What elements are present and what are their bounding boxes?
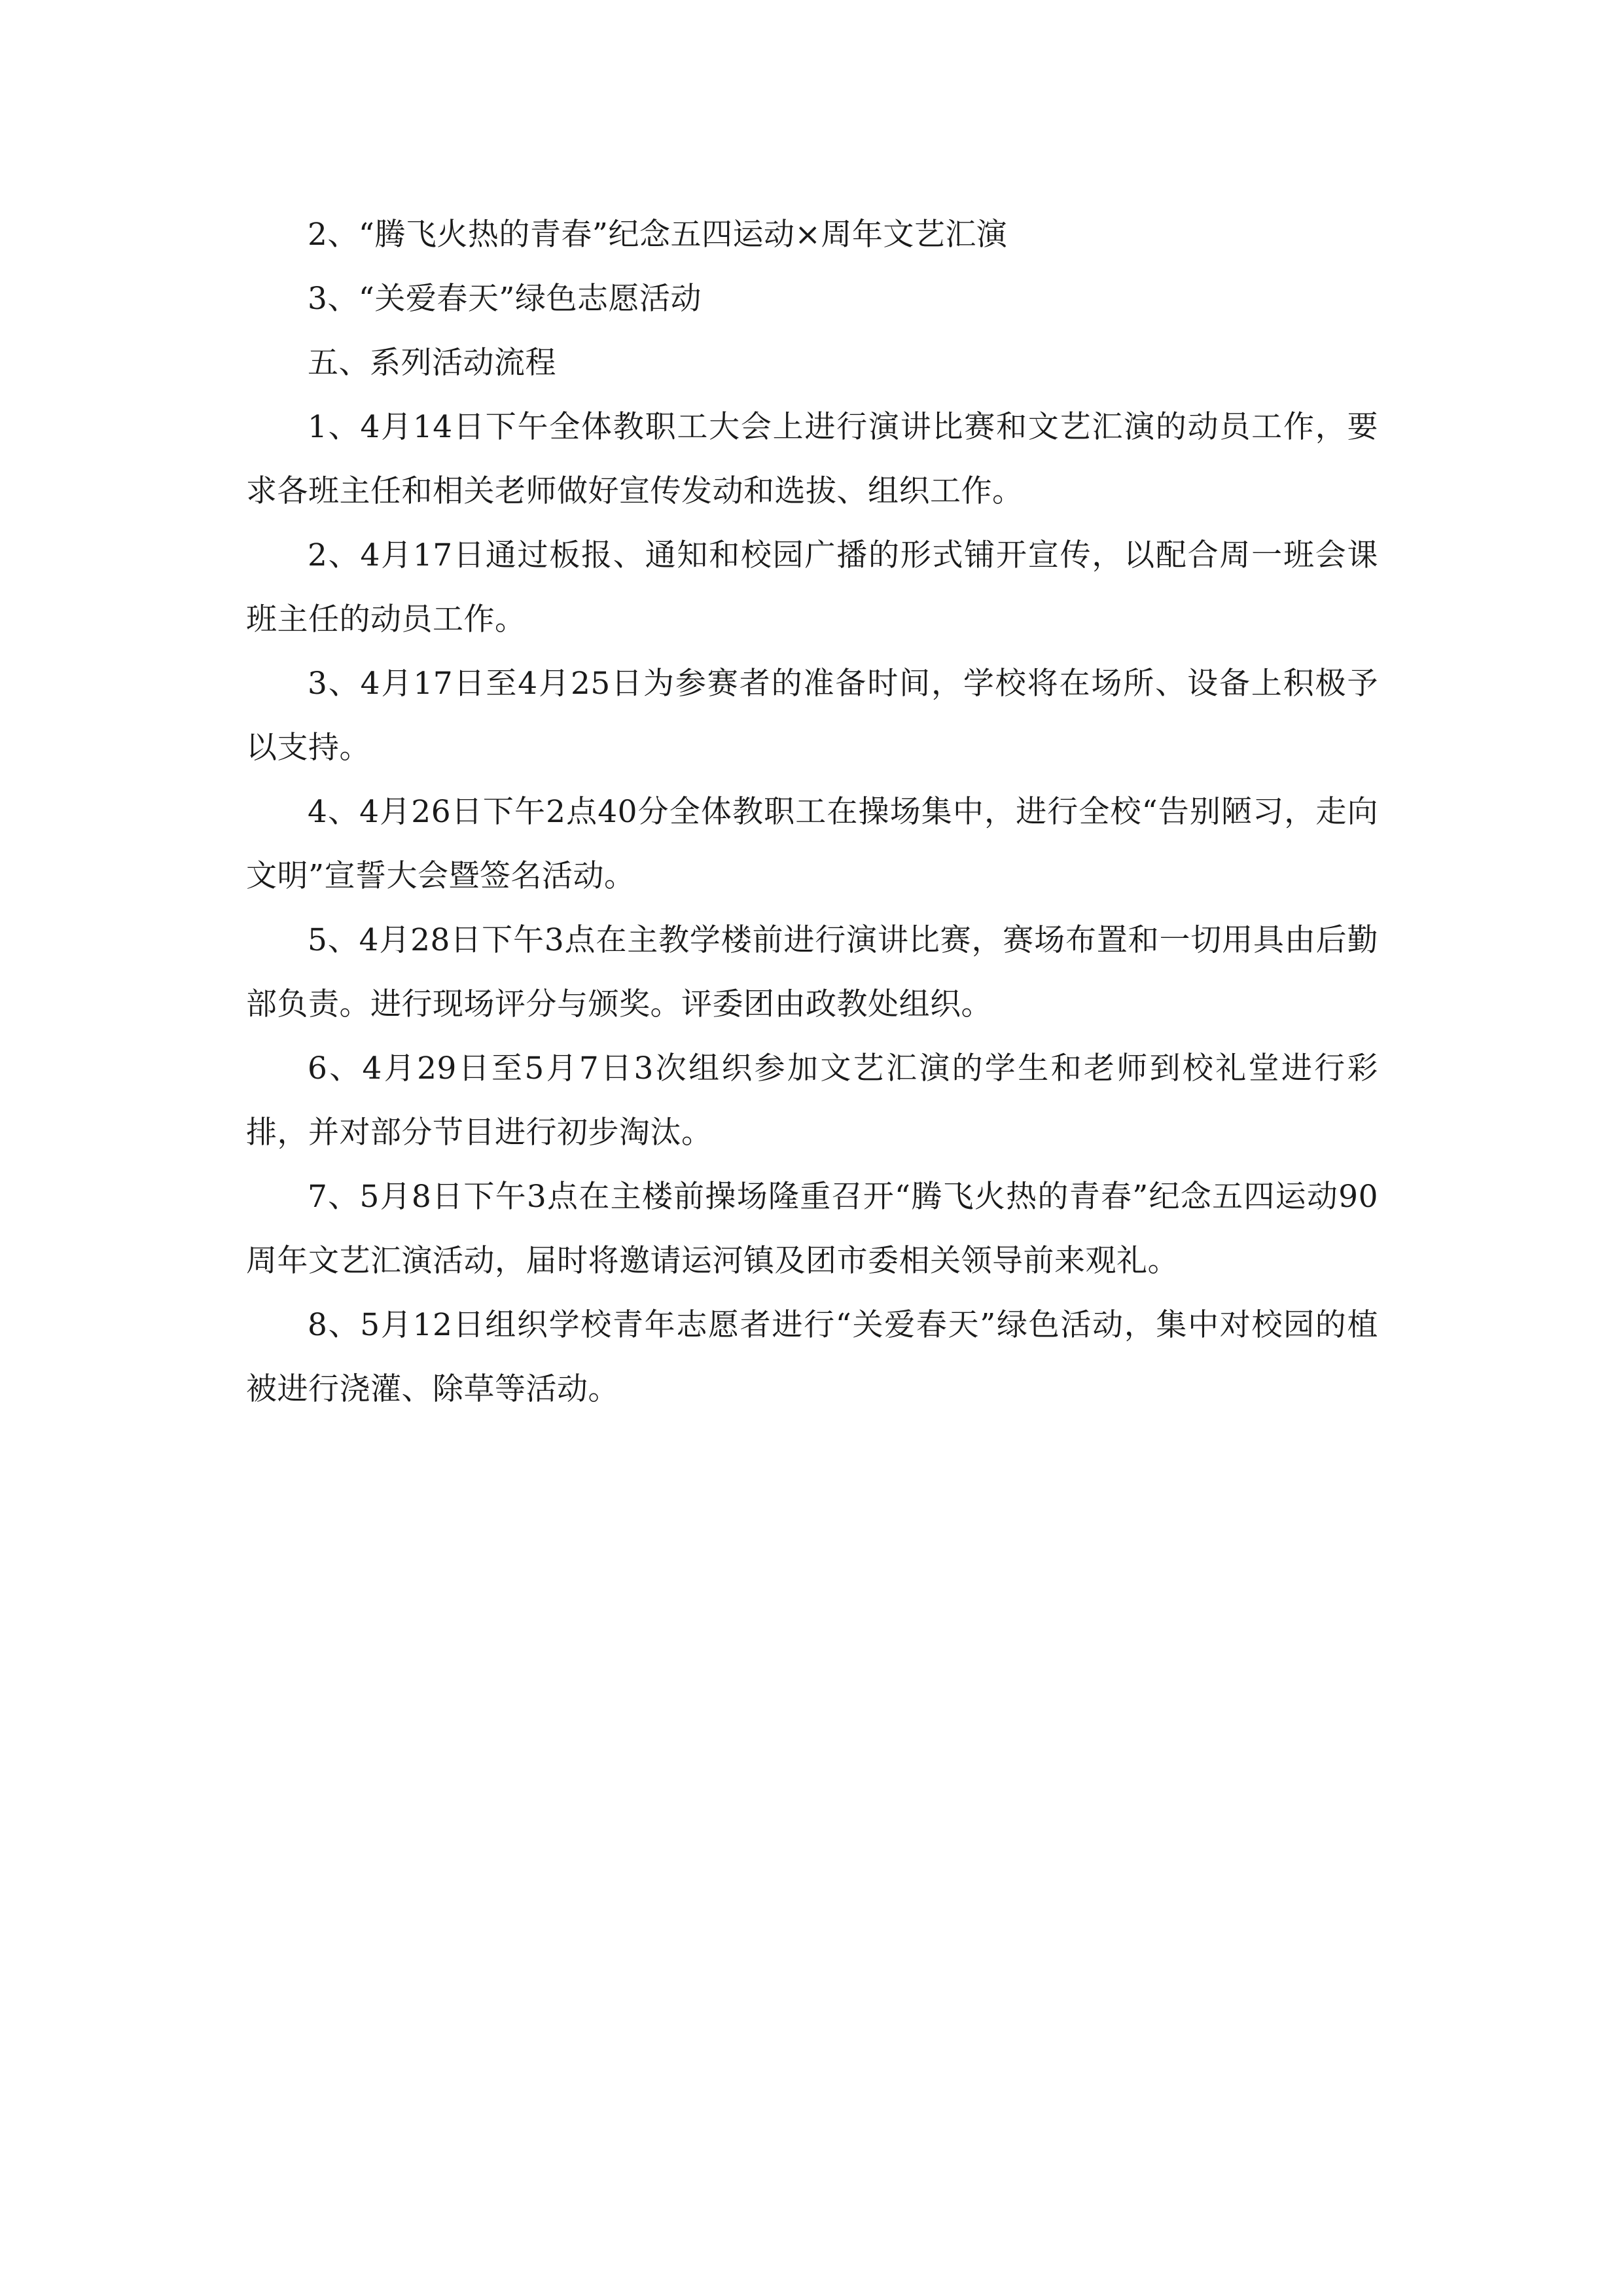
paragraph-flow-step-3: 3、4月17日至4月25日为参赛者的准备时间，学校将在场所、设备上积极予以支持。 xyxy=(246,666,1378,766)
paragraph-flow-step-1: 1、4月14日下午全体教职工大会上进行演讲比赛和文艺汇演的动员工作，要求各班主任和相关老师做好宣传发动和选拔、组织工作。 xyxy=(246,409,1378,509)
paragraph-flow-step-6: 6、4月29日至5月7日3次组织参加文艺汇演的学生和老师到校礼堂进行彩排，并对部分节目进行初步淘汰。 xyxy=(246,1050,1378,1151)
paragraph-flow-step-2: 2、4月17日通过板报、通知和校园广播的形式铺开宣传，以配合周一班会课班主任的动员工作。 xyxy=(246,537,1378,637)
paragraph-flow-step-7: 7、5月8日下午3点在主楼前操场隆重召开“腾飞火热的青春”纪念五四运动90周年文艺汇演活动，届时将邀请运河镇及团市委相关领导前来观礼。 xyxy=(246,1179,1378,1279)
paragraph-flow-step-4: 4、4月26日下午2点40分全体教职工在操场集中，进行全校“告别陋习，走向文明”宣誓大会暨签名活动。 xyxy=(246,794,1378,894)
paragraph-program-item-2: 2、“腾飞火热的青春”纪念五四运动×周年文艺汇演 xyxy=(308,217,1008,253)
paragraph-flow-step-5: 5、4月28日下午3点在主教学楼前进行演讲比赛，赛场布置和一切用具由后勤部负责。进行现场评分与颁奖。评委团由政教处组织。 xyxy=(246,922,1378,1022)
paragraph-flow-step-8: 8、5月12日组织学校青年志愿者进行“关爱春天”绿色活动，集中对校园的植被进行浇灌、除草等活动。 xyxy=(246,1307,1378,1407)
section-heading-activity-flow: 五、系列活动流程 xyxy=(308,345,556,381)
document-body xyxy=(246,203,1378,1422)
paragraph-program-item-3: 3、“关爱春天”绿色志愿活动 xyxy=(308,281,702,317)
